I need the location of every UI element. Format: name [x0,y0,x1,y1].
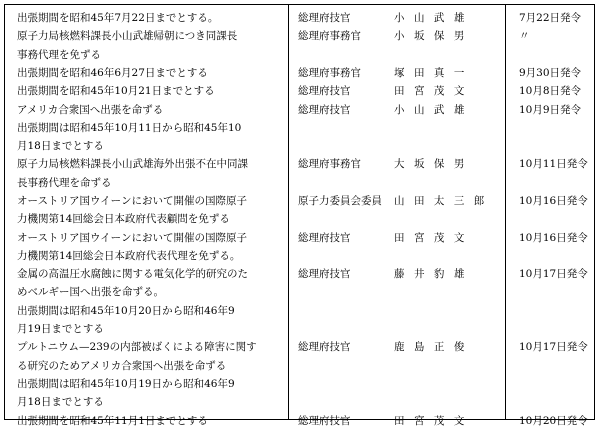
row-description [17,155,287,192]
table-row [5,9,594,27]
row-issue-date: 10月17日発令 [519,268,588,281]
description-line: 力機関第14回総会日本政府代表代理を免ずる。 [17,249,241,262]
description-line: 出張期間は昭和45年10月20日から昭和46年9 [17,304,235,317]
row-issue-date: 10月20日発令 [519,414,588,427]
table-row [5,338,594,411]
row-person-name: 藤井豹雄 [394,268,474,281]
description-line: オーストリア国ウイーンにおいて開催の国際原子 [17,195,247,207]
row-issue-date: 9月30日発令 [519,66,582,79]
description-line: 月18日までとする [17,140,104,153]
row-description [17,27,287,64]
row-description [17,101,287,156]
row-agency: 原子力委員会委員 [298,195,382,207]
description-line: る研究のためアメリカ合衆国へ出張を命ずる [17,359,227,372]
row-person-name: 塚田真一 [394,66,474,79]
row-agency: 総理府技官 [298,231,351,244]
row-person-name: 小山武雄 [394,103,474,116]
row-agency: 総理府技官 [298,12,351,24]
description-line: 出張期間を昭和45年10月21日までとする [17,85,215,98]
table-row [5,412,594,430]
row-issue-date: 10月9日発令 [519,103,582,116]
description-line: プルトニウム—239の内部被ばくによる障害に関す [17,341,257,354]
row-agency: 総理府技官 [298,103,351,116]
row-agency: 総理府技官 [298,341,351,354]
row-issue-date: 10月11日発令 [519,158,588,171]
row-person-name: 小坂保男 [394,30,474,43]
row-person-name: 大坂保男 [394,158,474,171]
table-row [5,155,594,192]
row-description [17,338,287,411]
table-row [5,27,594,64]
description-line: 月19日までとする [17,323,104,336]
table-row [5,229,594,266]
description-line: 出張期間は昭和45年10月11日から昭和45年10 [17,121,242,134]
row-person-name: 田宮茂文 [394,85,474,98]
row-issue-date: 〃 [519,30,530,43]
description-line: 出張期間を昭和46年6月27日までとする [17,66,208,79]
table-row [5,192,594,229]
description-line: 長事務代理を命ずる [17,176,112,189]
row-issue-date: 10月16日発令 [519,195,588,207]
row-agency: 総理府事務官 [298,158,361,171]
row-agency: 総理府技官 [298,268,351,281]
description-line: 出張期間は昭和45年10月19日から昭和46年9 [17,377,235,390]
row-issue-date: 7月22日発令 [519,12,582,24]
row-issue-date: 10月16日発令 [519,231,588,244]
row-person-name: 小山武雄 [394,12,474,24]
row-description [17,229,287,266]
row-description [17,412,287,430]
row-agency: 総理府事務官 [298,66,361,79]
table-row [5,101,594,156]
description-line: 原子力局核燃料課長小山武雄海外出張不在中同課 [17,158,248,171]
description-line: 月18日までとする [17,396,104,409]
row-description [17,9,287,27]
row-person-name: 田宮茂文 [394,231,474,244]
description-line: 金属の高温圧水腐蝕に関する電気化学的研究のた [17,268,248,281]
description-line: 原子力局核燃料課長小山武雄帰朝につき同課長 [17,30,238,43]
row-issue-date: 10月17日発令 [519,341,588,354]
row-description [17,265,287,338]
description-line: 出張期間を昭和45年7月22日までとする。 [17,12,219,24]
row-description [17,82,287,100]
row-person-name: 山田太三郎 [394,195,494,207]
appointments-table [4,4,595,427]
row-description [17,64,287,82]
description-line: 力機関第14回総会日本政府代表顧問を免ずる [17,213,230,226]
row-agency: 総理府事務官 [298,30,361,43]
row-agency: 総理府技官 [298,85,351,98]
table-row [5,265,594,338]
row-issue-date: 10月8日発令 [519,85,582,98]
table-row [5,82,594,100]
description-line: めベルギー国へ出張を命ずる。 [17,286,164,299]
description-line: 出張期間を昭和45年11月1日までとする [17,414,208,427]
row-description [17,192,287,229]
table-row [5,64,594,82]
row-person-name: 鹿島正俊 [394,341,474,354]
row-agency: 総理府技官 [298,414,351,427]
description-line: アメリカ合衆国へ出張を命ずる [17,103,164,116]
description-line: 事務代理を免ずる [17,48,101,61]
row-person-name: 田宮茂文 [394,414,474,427]
description-line: オーストリア国ウイーンにおいて開催の国際原子 [17,231,247,244]
